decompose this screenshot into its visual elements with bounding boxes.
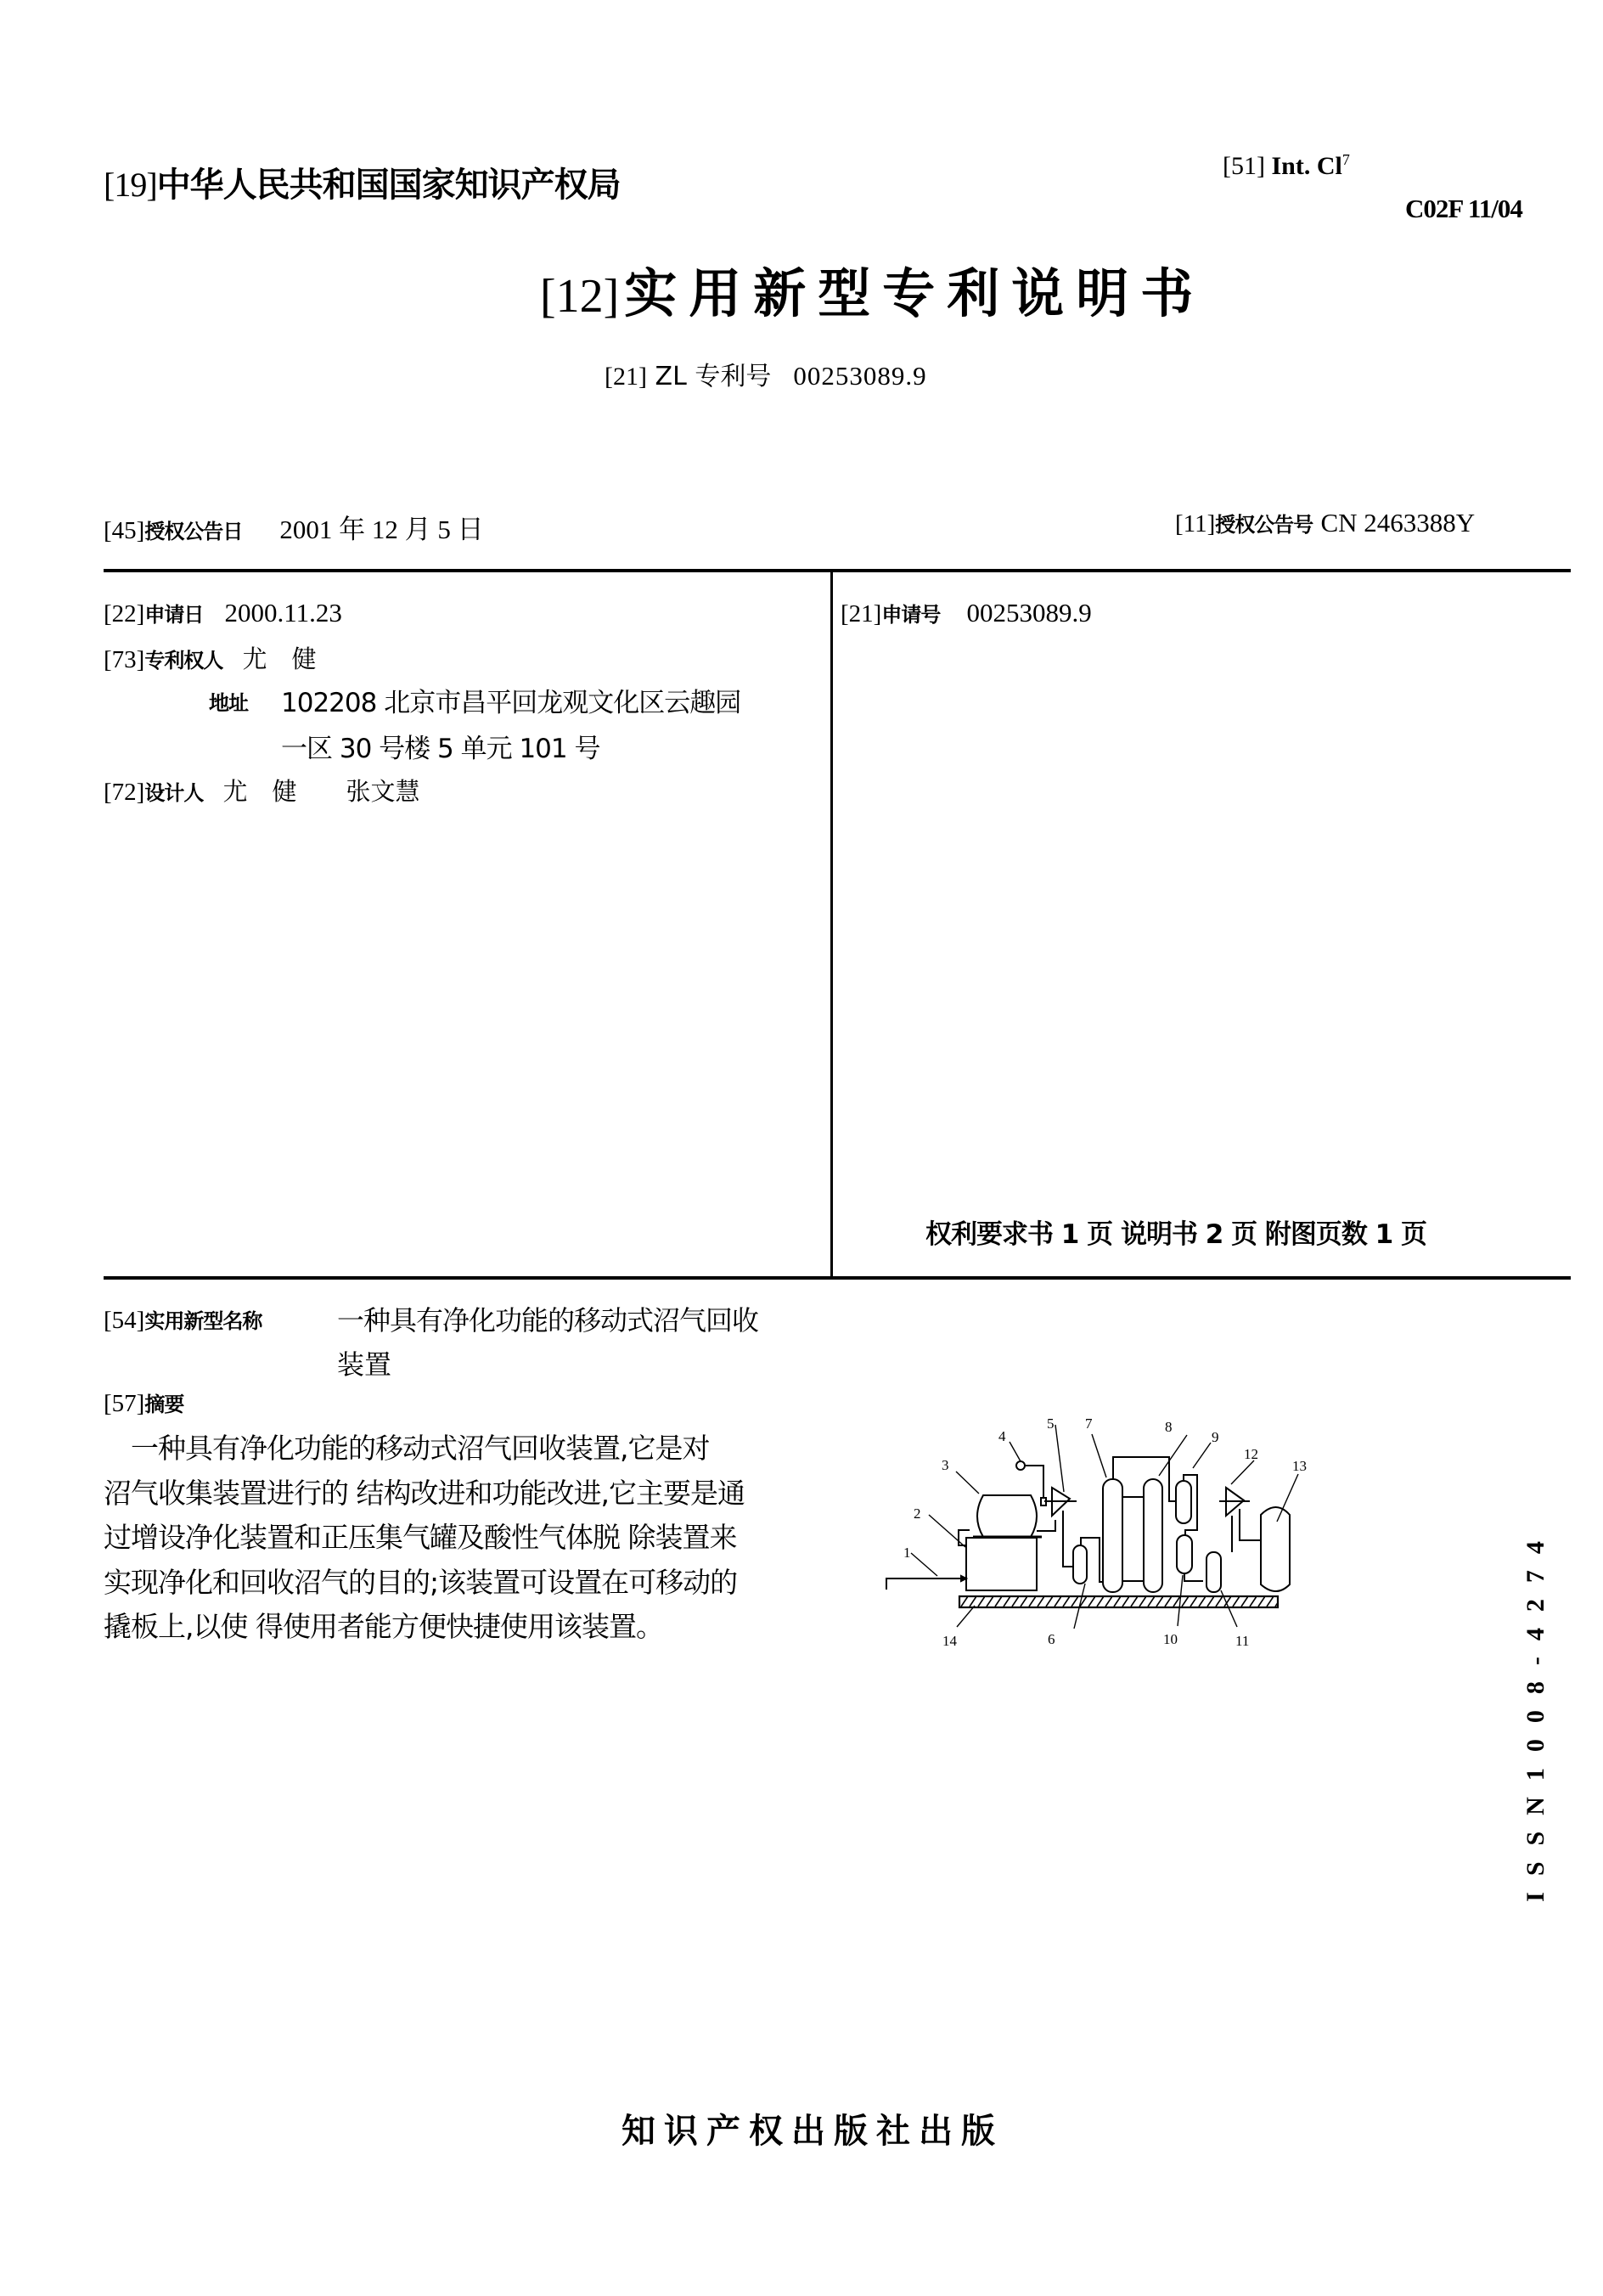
fig-label-2: 2 xyxy=(914,1505,921,1522)
doc-type-code: [12] xyxy=(540,270,620,323)
page-counts: 权利要求书 1 页 说明书 2 页 附图页数 1 页 xyxy=(925,1219,1427,1250)
abstract-line: 一种具有净化功能的移动式沼气回收装置,它是对 xyxy=(104,1432,710,1465)
app-no-value: 00253089.9 xyxy=(966,598,1092,627)
address-label xyxy=(209,686,248,716)
app-no-code: [21] xyxy=(841,600,882,627)
abstract-line: 沼气收集装置进行的 结构改进和功能改进,它主要是通 xyxy=(104,1476,745,1510)
abstract-line: 实现净化和回收沼气的目的;该装置可设置在可移动的 xyxy=(104,1565,738,1599)
publisher: 知识产权出版社出版 xyxy=(622,2111,1004,2151)
fig-label-8: 8 xyxy=(1165,1419,1173,1435)
vessel-10 xyxy=(1177,1535,1192,1573)
title-code: [54] xyxy=(104,1307,145,1334)
issn-text: ISSN1008-4274 xyxy=(1521,1525,1550,1902)
fig-label-6: 6 xyxy=(1048,1631,1055,1647)
filing-date-value: 2000.11.23 xyxy=(224,598,342,627)
int-cl-code: [51] xyxy=(1223,152,1265,180)
tower-8 xyxy=(1144,1479,1162,1592)
tower-7 xyxy=(1103,1479,1122,1592)
pressure-gauge xyxy=(1016,1461,1025,1470)
vessel-9 xyxy=(1176,1481,1191,1523)
doc-type: 实用新型专利说明书 xyxy=(624,262,1206,324)
fig-label-7: 7 xyxy=(1085,1415,1093,1432)
abstract-label xyxy=(104,1387,183,1418)
divider-column xyxy=(830,569,833,1279)
fig-label-4: 4 xyxy=(998,1428,1006,1444)
int-cl-label: Int. Cl xyxy=(1271,152,1342,180)
abstract-code: [57] xyxy=(104,1390,145,1417)
abstract-line: 过增设净化装置和正压集气罐及酸性气体脱 除装置来 xyxy=(104,1521,737,1555)
document-title xyxy=(540,251,1205,327)
int-cl-edition: 7 xyxy=(1341,151,1350,168)
issn-side-label xyxy=(1521,1484,1555,1943)
int-classification xyxy=(1223,151,1350,181)
designers xyxy=(104,773,420,808)
fig-label-5: 5 xyxy=(1047,1415,1055,1432)
divider-bottom xyxy=(104,1276,1571,1280)
patentee-value: 尤 健 xyxy=(242,644,317,673)
gas-holder xyxy=(977,1495,1037,1537)
abstract-text xyxy=(104,1427,815,1650)
fig-label-11: 11 xyxy=(1235,1633,1250,1647)
address-label-text: 地址 xyxy=(209,691,248,715)
separator-6 xyxy=(1073,1545,1087,1584)
divider-top xyxy=(104,569,1571,572)
fig-label-3: 3 xyxy=(942,1457,949,1473)
storage-tank-13 xyxy=(1261,1507,1290,1591)
publication-date xyxy=(104,508,484,546)
pub-date-value: 2001 年 12 月 5 日 xyxy=(279,515,484,544)
filing-date-label: 申请日 xyxy=(144,603,204,627)
fig-label-10: 10 xyxy=(1163,1631,1178,1647)
patent-no-code: [21] xyxy=(605,363,647,391)
skid-base xyxy=(959,1596,1278,1607)
patentee-label: 专利权人 xyxy=(144,649,223,672)
designers-code: [72] xyxy=(104,779,145,806)
vessel-11 xyxy=(1206,1552,1221,1592)
address-line-2-text: 一区 30 号楼 5 单元 101 号 xyxy=(281,734,600,764)
address-line-1 xyxy=(281,681,740,719)
pub-no-value: CN 2463388Y xyxy=(1320,508,1476,537)
pub-no-code: [11] xyxy=(1175,510,1216,537)
patent-no-label: ZL 专利号 xyxy=(655,362,772,391)
fig-label-12: 12 xyxy=(1244,1446,1258,1462)
patentee xyxy=(104,640,317,675)
abstract-label-text: 摘要 xyxy=(144,1393,184,1416)
pub-no-label: 授权公告号 xyxy=(1215,513,1313,537)
app-no-label: 申请号 xyxy=(881,603,941,627)
address-line-2 xyxy=(281,727,599,765)
fig-label-13: 13 xyxy=(1292,1458,1307,1474)
application-number xyxy=(841,598,1092,628)
filing-date xyxy=(104,598,342,628)
office-name: 中华人民共和国国家知识产权局 xyxy=(156,166,621,205)
publication-number xyxy=(1175,508,1475,538)
apparatus-diagram xyxy=(866,1393,1341,1647)
pub-date-label: 授权公告日 xyxy=(144,520,243,543)
issuing-office xyxy=(104,158,621,206)
abstract-line: 撬板上,以使 得使用者能方便快捷使用该装置。 xyxy=(104,1610,663,1644)
ipc-class: C02F 11/04 xyxy=(1405,194,1522,223)
pub-date-code: [45] xyxy=(104,517,145,544)
inlet-pipe xyxy=(886,1578,966,1590)
fig-label-14: 14 xyxy=(942,1633,957,1647)
fig-label-9: 9 xyxy=(1212,1429,1219,1445)
patent-no-value: 00253089.9 xyxy=(793,361,927,391)
designers-value: 尤 健 张文慧 xyxy=(222,777,420,806)
digester-box xyxy=(966,1538,1037,1590)
patent-number xyxy=(605,355,927,392)
utility-model-title-label xyxy=(104,1304,262,1335)
designers-label: 设计人 xyxy=(144,781,204,805)
patentee-code: [73] xyxy=(104,646,145,673)
filing-date-code: [22] xyxy=(104,600,145,627)
title-label: 实用新型名称 xyxy=(144,1309,262,1333)
utility-model-title-line-2: 装置 xyxy=(337,1348,392,1381)
address-line-1-text: 102208 北京市昌平回龙观文化区云趣园 xyxy=(281,688,741,718)
utility-model-title-line-1: 一种具有净化功能的移动式沼气回收 xyxy=(337,1304,759,1337)
office-code: [19] xyxy=(104,166,157,204)
fig-label-1: 1 xyxy=(903,1545,911,1561)
